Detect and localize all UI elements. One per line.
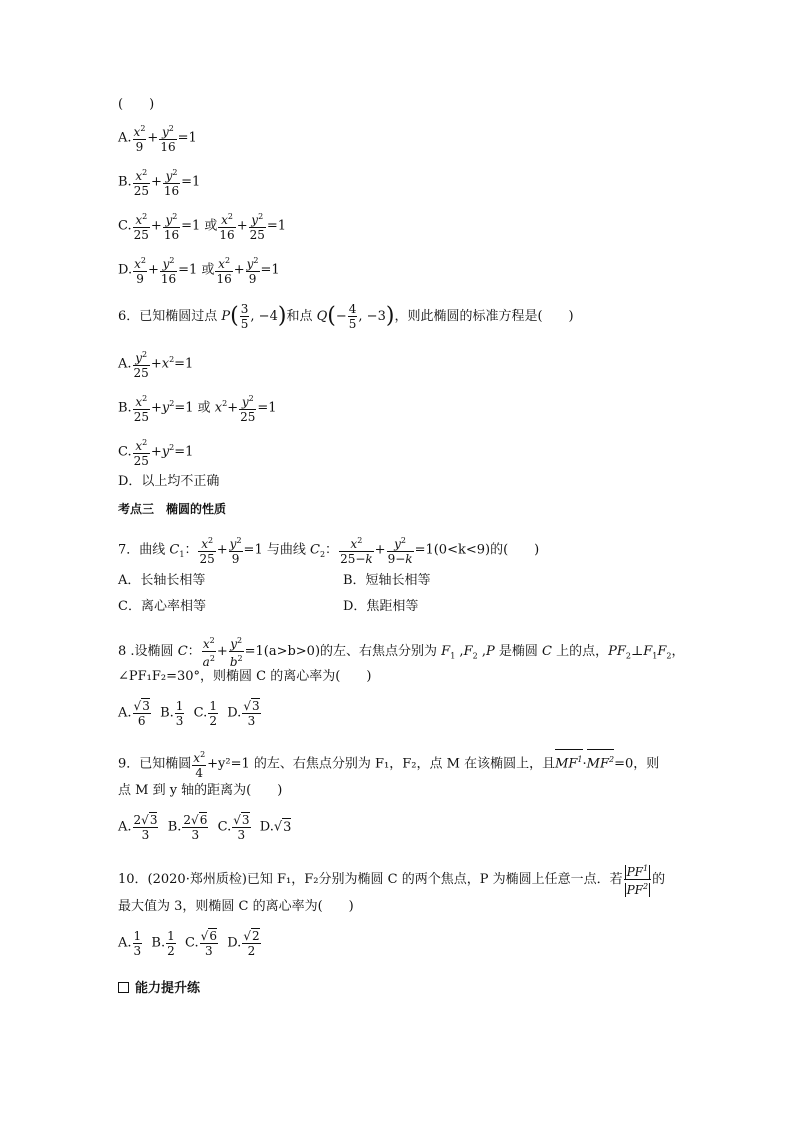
q9-options: A. $\frac{2√3}{3}$ B. $\frac{2√6}{3}$ C. $\frac{√3}{3}$ D.√3 — [118, 813, 292, 842]
q8-stem: 8 .设椭圆 C： $\frac{x^2}{a^2}$ + $\frac{y^2}{b^2}$ =1(a>b>0)的左、右焦点分别为 $F_1$ $,F_2$ ,P 是椭圆 C 上的点，$PF_2\perp F_1F_2$， — [118, 636, 685, 669]
q5-option-c: C. $\frac{x^2}{25}$ + $\frac{y^2}{16}$ =1 或 $\frac{x^2}{16}$ + $\frac{y^2}{25}$ =1 — [118, 212, 287, 242]
q9-line2: 点 M 到 y 轴的距离为( ) — [118, 783, 283, 798]
section-heading-3: 考点三 椭圆的性质 — [118, 502, 227, 516]
q7-option-b: B．短轴长相等 — [343, 573, 431, 588]
q5-option-a: A. $\frac{x^2}{9}$ + $\frac{y^2}{16}$ =1 — [118, 124, 197, 154]
q8-options: A. $\frac{√3}{6}$ B. $\frac{1}{3}$ C. $\frac{1}{2}$ D. $\frac{√3}{3}$ — [118, 698, 260, 728]
q9-stem: 9．已知椭圆 $\frac{x^2}{4}$ +y²=1 的左、右焦点分别为 F₁，F₂，点 M 在该椭圆上，且$MF^1\cdot MF^2=0$，则 — [118, 750, 660, 780]
checkbox-square-icon — [118, 982, 129, 993]
q6-option-a: A. $\frac{y^2}{25}$ $+x^2=1$ — [118, 350, 194, 380]
q7-option-c: C．离心率相等 — [118, 599, 206, 614]
q7-option-a: A．长轴长相等 — [118, 573, 206, 588]
section-heading-ability: 能力提升练 — [118, 980, 200, 998]
q10-stem: 10．(2020·郑州质检)已知 F₁，F₂分别为椭圆 C 的两个焦点，P 为椭圆上任意一点．若 $\frac{PF^1}{PF^2}$ 的 — [118, 864, 666, 897]
q6-stem: 6．已知椭圆过点 P( $\frac{3}{5}$ , −4)和点 Q(− $\frac{4}{5}$ , −3)，则此椭圆的标准方程是( ) — [118, 302, 574, 331]
q7-option-d: D．焦距相等 — [343, 599, 419, 614]
q5-stem: ( ) — [118, 97, 155, 112]
q6-option-d: D．以上均不正确 — [118, 474, 220, 489]
q5-option-b: B. $\frac{x^2}{25}$ + $\frac{y^2}{16}$ =1 — [118, 168, 201, 198]
q8-line2: ∠PF₁F₂=30°，则椭圆 C 的离心率为( ) — [118, 669, 372, 684]
q10-line2: 最大值为 3，则椭圆 C 的离心率为( ) — [118, 899, 354, 914]
q5-option-d: D. $\frac{x^2}{9}$ + $\frac{y^2}{16}$ =1 或 $\frac{x^2}{16}$ + $\frac{y^2}{9}$ =1 — [118, 256, 280, 286]
q6-option-b: B. $\frac{x^2}{25}$ $+y^2=1$ 或 $x^2+$ $\frac{y^2}{25}$ =1 — [118, 394, 277, 424]
q10-options: A. $\frac{1}{3}$ B. $\frac{1}{2}$ C. $\frac{√6}{3}$ D. $\frac{√2}{2}$ — [118, 928, 260, 958]
q7-stem: 7．曲线 $C_1$： $\frac{x^2}{25}$ + $\frac{y^2}{9}$ =1 与曲线 $C_2$： $\frac{x^2}{25-k}$ + $\frac{y^2}{9-k}$ =1(0<k<9)的( ) — [118, 536, 540, 566]
q6-option-c: C. $\frac{x^2}{25}$ $+y^2=1$ — [118, 438, 194, 468]
